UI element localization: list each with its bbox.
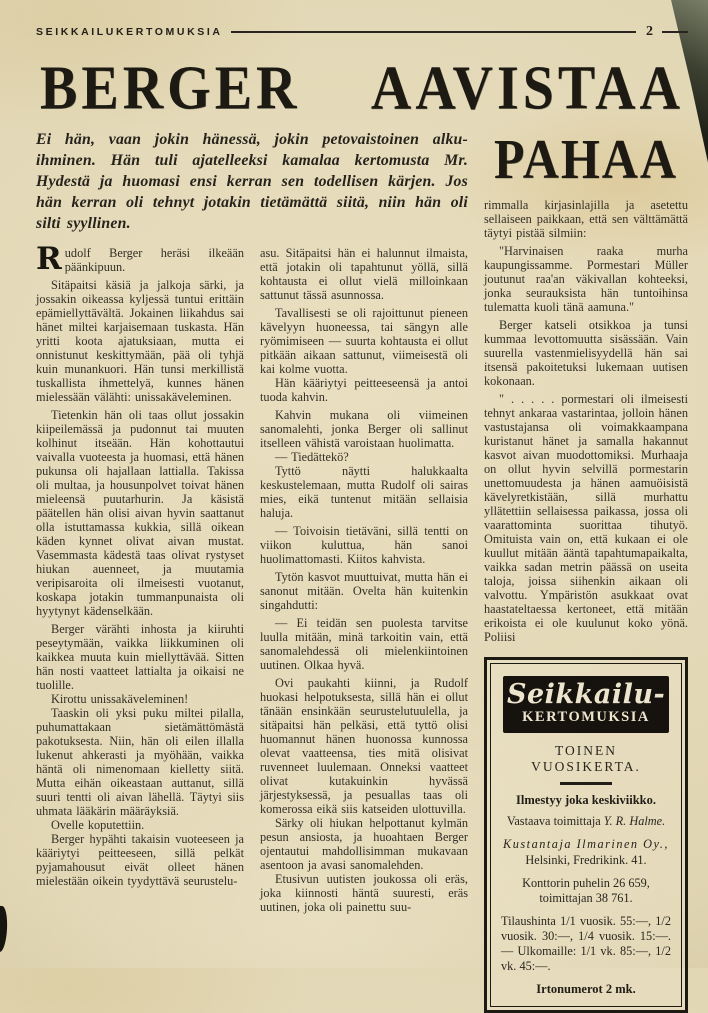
body-paragraph: Tyttö näytti halukkaalta keskustelemaan, mutta Rudolf oli sairas mies, eikä tuntenut mitään sellaisia haluja. [260, 463, 468, 520]
body-paragraph: rimmalla kirjasinlajilla ja asetettu sellaiseen paikkaan, että sen välttämättä täytyi pistää silmiin: [484, 197, 688, 240]
body-paragraph: Berger katseli otsikkoa ja tunsi kummaa levottomuutta sisässään. Vain suurella vastenmielisyydellä hän sai itsensä pakoitetuksi lukemaan uutisen kokonaan. [484, 317, 688, 388]
left-two-thirds [36, 129, 468, 1013]
body-paragraph: Kirottu unissakäveleminen! [51, 691, 189, 706]
logo-caps-text: KERTOMUKSIA [522, 708, 650, 725]
publication-schedule: Ilmestyy joka keskiviikko. [516, 792, 656, 807]
body-paragraph: Hän kääriytyi peitteeseensä ja antoi tuoda kahvin. [260, 375, 468, 404]
masthead: SEIKKAILUKERTOMUKSIA [36, 26, 223, 38]
logo-script-text: Seikkailu- [507, 678, 666, 710]
dropcap-letter: R [36, 240, 62, 277]
ad-divider-rule [560, 782, 612, 785]
subscription-pricing: Tilaushinta 1/1 vuosik. 55:—, 1/2 vuosik. 30:—, 1/4 vuosik. 15:—. — Ulkomaille: 1/1 vk. 85:—, 1/2 vk. 45:—. [501, 913, 671, 973]
header-rule [231, 31, 636, 34]
body-paragraph: "Harvinaisen raaka murha kaupungissamme. Pormestari Müller joutunut raa'an väkivallan kohteeksi, jonka seurauksista hän tuntoihinsa tulematta kuoli tänä aamuna." [484, 243, 688, 314]
edition-label: TOINEN VUOSIKERTA. [531, 742, 641, 774]
body-paragraph: Särky oli hiukan helpottanut kylmän pesun ansiosta, ja huoahtaen Berger ojentautui mahdollisimman mukavaan asentoon ja avasi sanomalehden. [260, 815, 468, 872]
body-paragraph: " . . . . . pormestari oli ilmeisesti tehnyt ankaraa vastarintaa, jolloin hänen vastustajansa oli voimakkaampana kuristanut hänet ja samalla hakannut kasvot aivan muodottomiksi. Murhaaja on ollut hyvin selvillä pormestarin unettomuudesta ja hänen aamuöisistä kävelyretkistään, sillä murhattu yllätettiin sellaisessa paikassa, jossa oli vaarattominta suorittaa tihutyö. Omituista vain on, että kukaan ei ole kuullut mitään ääntä tapahtumapaikalta, vaikka sadan metrin päässä on useita taloja, joissa siihenkin aikaan oli valvottu. Ympäristön asukkaat ovat haastateltaessa kertoneet, että mitään erikoista ei ole kuulunut koko yönä. Poliisi [484, 391, 688, 644]
body-paragraph: Sitäpaitsi käsiä ja jalkoja särki, ja jossakin oikeassa kyljessä tuntui erittäin epämiellyttävältä. Jokainen liikahdus sai hänet miltei karjaisemaan tuskasta. Hän yritti koota ajatuksiaan, mutta ei onnistunut keskittymään, pää oli tyhjä kuin munankuori. Hän tunsi merkillistä tuskallista ihmettelyä, kunnes hänen mielessään välähti: unissakäveleminen. [36, 277, 244, 404]
header-rule-end [662, 31, 688, 34]
publisher-address: Helsinki, Fredrikink. 41. [525, 852, 647, 867]
body-paragraph: Tytön kasvot muuttuivat, mutta hän ei sanonut mitään. Ovelta hän kuitenkin singahdutti: [260, 569, 468, 612]
editor-label: Vastaava toimittaja [506, 813, 601, 828]
page-header [36, 24, 688, 40]
headline-word2: AAVISTAA [370, 53, 684, 124]
body-paragraph: Taaskin oli yksi puku miltei pilalla, puhumattakaan sietämättömästä pakotuksesta. Niin, hän oli eilen illalla lukenut ahkerasti ja myöhään, vaikka häntä oli nimenomaan kielletty siitä. Mutta eihän oikeastaan auttanut, sillä suuri tentti oli aivan lähellä. Täytyi siis uhmata lääkärin määräyksiä. [36, 705, 244, 818]
column-1 [36, 240, 244, 914]
body-paragraph: Ovelle koputettiin. [51, 817, 145, 832]
body-paragraph: Berger värähti inhosta ja kiiruhti peseytymään, vaikka liikkuminen oli kaikkea muuta kuin miellyttävää. Sitten hän nosti vaatteet lattialta ja oikaisi ne tuolille. [36, 621, 244, 692]
lede-paragraph: Ei hän, vaan jokin hänessä, jokin petovaistoinen alku-ihminen. Hän tuli ajatelleeksi kamalaa kertomusta Mr. Hydestä ja huomasi ensi kerran sen todellisen kärjen. Jos hän kerran oli tehnyt jotakin tietämättä siitä, niin hän oli silti syyllinen. [36, 130, 468, 232]
body-paragraph: asu. Sitäpaitsi hän ei halunnut ilmaista, että jotakin oli tapahtunut yöllä, sillä kohtausta ei ollut vielä milloinkaan sattunut tässä asunnossa. [260, 245, 468, 302]
magazine-logo [503, 676, 669, 733]
headline-word1: BERGER [40, 53, 301, 124]
article-body [36, 129, 688, 1013]
text-columns [36, 240, 468, 914]
publisher-line: Kustantaja Ilmarinen Oy., [503, 836, 669, 851]
column-3-text [484, 198, 688, 644]
body-paragraph: — Toivoisin tietäväni, sillä tentti on viikon kuluttua, hän sanoi huolimattomasti. Kiitos kahvista. [260, 523, 468, 566]
body-paragraph: Ovi paukahti kiinni, ja Rudolf huokasi helpotuksesta, sillä hän ei ollut tänään ensinkään seurustelutuulella, ja sitäpaitsi hän pelkäsi, että tyttö olisi huomannut hänen huonossa kunnossa olevat vaatteensa, ties mitä olisivat ruvenneet luulemaan. Onneksi vaatteet olivat kutakuinkin hyvässä järjestyksessä, ja pesuallas taas oli komerossa eikä siis katseiden ulottuvilla. [260, 675, 468, 816]
body-paragraph: — Ei teidän sen puolesta tarvitse luulla mitään, minä tarkoitin vain, että sanomalehdessä oli mielenkiintoinen uutinen. Olkaa hyvä. [260, 615, 468, 672]
page-number: 2 [646, 24, 653, 39]
body-paragraph: Etusivun uutisten joukossa oli eräs, joka kiinnosti häntä suuresti, eräs uutinen, joka oli painettu suu- [260, 871, 468, 914]
body-paragraph: Tietenkin hän oli taas ollut jossakin kiipeilemässä ja pudonnut tai muuten kolhinut itseään. Hän kohottautui vaivalla vuoteesta ja huomasi, että hänen pukunsa oli hajallaan lattialla. Takissa oli multaa, ja housunpolvet toivat hänen mieleensä puutarhurin. Ja käsistä päätellen hän olisi aivan hyvin saattanut olla istuttamassa kukkia, sillä oikean käden kynnet olivat aivan mustat. Vasemmasta kädestä taas olivat rystyset hiukan auenneet, ja muutamia veripisaroita oli ilmeisesti vuotanut, koskapa jotakin tummanpunaista oli hyytynyt kädenselkään. [36, 407, 244, 618]
body-paragraph: Kahvin mukana oli viimeinen sanomalehti, jonka Berger oli sallinut itselleen vähistä varoistaan huolimatta. [260, 407, 468, 450]
paragraph-text: udolf Berger heräsi ilkeään päänkipuun. [64, 245, 244, 274]
ad-inner-frame [490, 663, 682, 1007]
body-paragraph [36, 240, 244, 277]
single-copy-price: Irtonumerot 2 mk. [536, 981, 636, 996]
headline-line1 [36, 53, 688, 124]
phone-numbers: Konttorin puhelin 26 659, toimittajan 38 761. [522, 875, 650, 905]
editor-line [499, 814, 673, 829]
column-3 [484, 129, 688, 1013]
editor-name: Y. R. Halme. [603, 813, 666, 828]
body-paragraph: Berger hypähti takaisin vuoteeseen ja kääriytyi peitteeseen, sillä pelkät pyjamahousut eivät olleet hänen mielestään oikein tyydyttävä seurustelu- [36, 831, 244, 888]
body-paragraph: — Tiedättekö? [275, 449, 349, 464]
column-2 [260, 246, 468, 914]
headline-line2: PAHAA [493, 127, 679, 191]
subscription-ad-box [484, 657, 688, 1013]
body-paragraph: Tavallisesti se oli rajoittunut pieneen kävelyyn huoneessa, tai sängyn alle ryömimiseen — suurta kohtausta ei ollut pitkään aikaan sattunut, viimeisestä oli kai kolme vuotta. [260, 305, 468, 376]
